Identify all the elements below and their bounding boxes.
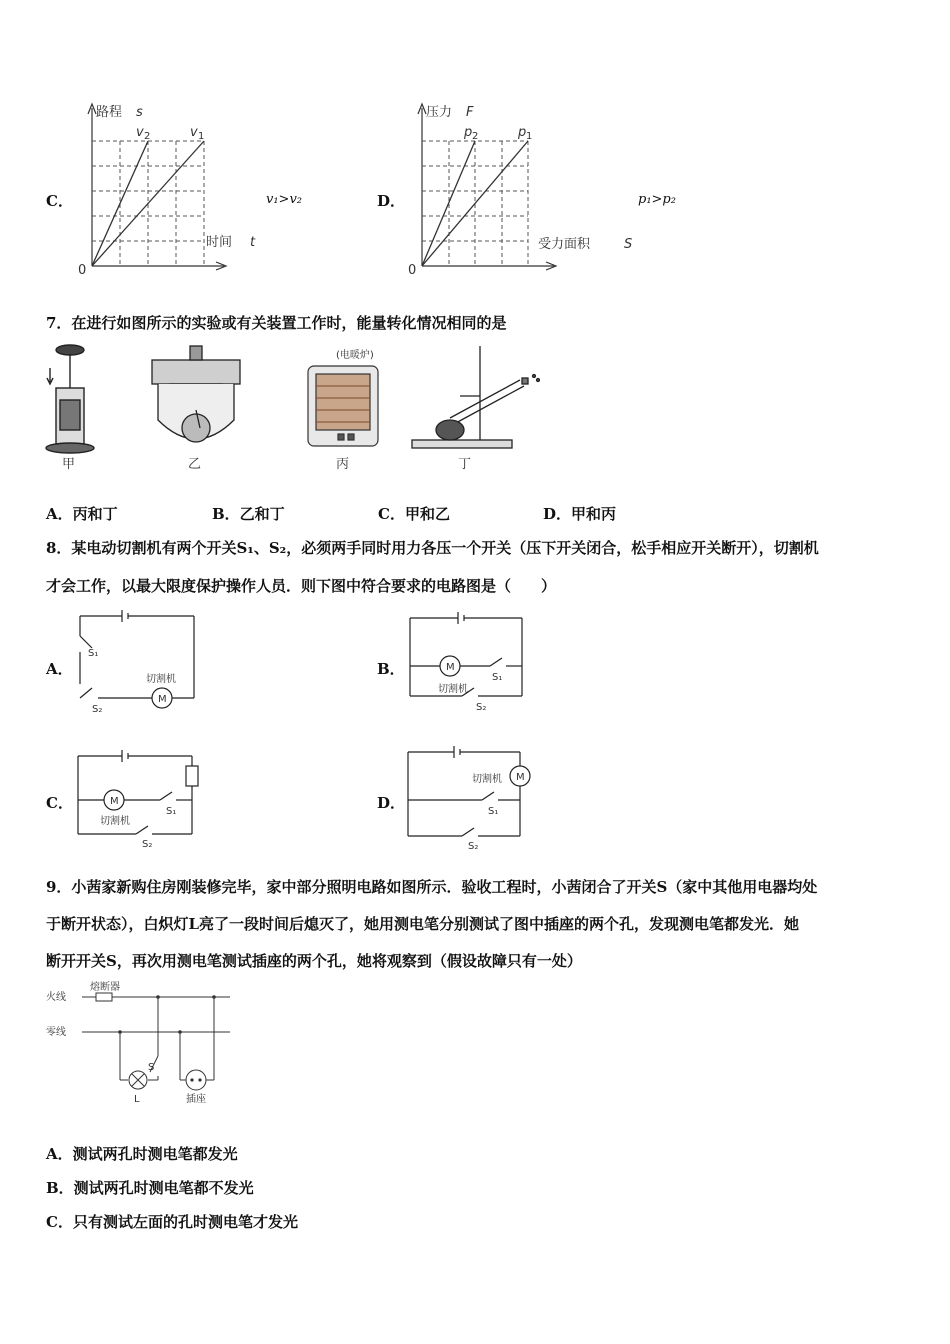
q7-option-d[interactable]: D．甲和丙 xyxy=(543,505,617,523)
switch-label-s2: S₂ xyxy=(92,704,103,715)
q8-option-a-letter: A． xyxy=(46,660,73,678)
fuse xyxy=(96,993,112,1001)
motor-symbol: M xyxy=(110,796,119,807)
figure-yi-engine xyxy=(152,346,240,442)
socket xyxy=(186,1070,206,1090)
switch-label-s2: S₂ xyxy=(468,841,479,852)
q8-option-d-letter: D． xyxy=(377,794,406,812)
q7-figures xyxy=(40,340,540,475)
q8-circuit-d xyxy=(402,740,542,852)
line-label-v2: v xyxy=(136,125,144,140)
lamp-label: L xyxy=(134,1094,140,1105)
motor-symbol: M xyxy=(446,662,455,673)
q8-circuit-a xyxy=(70,608,210,718)
q9-option-b[interactable]: B．测试两孔时测电笔都不发光 xyxy=(46,1179,254,1197)
machine-label: 切割机 xyxy=(472,774,502,785)
figure-bing-electric-heater xyxy=(308,366,378,446)
motor-symbol: M xyxy=(158,694,167,705)
y-axis-label: 压力 xyxy=(426,105,453,120)
q8-circuit-b xyxy=(402,606,542,716)
x-axis-symbol: t xyxy=(250,235,256,250)
q9-wiring-diagram xyxy=(44,980,244,1110)
q9-stem-line1: 9．小茜家新购住房刚装修完毕，家中部分照明电路如图所示．验收工程时，小茜闭合了开关S（家中其他用电器均处 xyxy=(46,878,818,896)
motor-symbol: M xyxy=(516,772,525,783)
q9-option-c[interactable]: C．只有测试左面的孔时测电笔才发光 xyxy=(46,1213,298,1231)
switch-label-s2: S₂ xyxy=(142,839,153,850)
q8-stem-line1: 8．某电动切割机有两个开关S₁、S₂，必须两手同时用力各压一个开关（压下开关闭合，松手相应开关断开），切割机 xyxy=(46,539,819,557)
q7-stem: 7．在进行如图所示的实验或有关装置工作时，能量转化情况相同的是 xyxy=(46,314,507,332)
socket-label: 插座 xyxy=(186,1094,206,1105)
switch-label: S xyxy=(148,1062,155,1073)
machine-label: 切割机 xyxy=(100,816,130,827)
line-label-p1-sub: 1 xyxy=(526,131,533,142)
q7-option-a[interactable]: A．丙和丁 xyxy=(46,505,118,523)
q6-option-c-letter: C． xyxy=(46,192,73,210)
q6-option-d-relation: p₁>p₂ xyxy=(638,192,676,207)
q7-option-b[interactable]: B．乙和丁 xyxy=(212,505,285,523)
line-label-p2-sub: 2 xyxy=(472,131,479,142)
switch-label-s1: S₁ xyxy=(166,806,177,817)
q6-option-d-graph xyxy=(404,96,644,276)
y-axis-symbol: F xyxy=(466,105,474,120)
q6-option-d-letter: D． xyxy=(377,192,406,210)
q9-stem-line3: 断开开关S，再次用测电笔测试插座的两个孔，她将观察到（假设故障只有一处） xyxy=(46,952,582,970)
q8-stem-line2: 才会工作，以最大限度保护操作人员．则下图中符合要求的电路图是（ ） xyxy=(46,577,557,595)
x-axis-label: 受力面积 xyxy=(538,237,591,252)
q8-circuit-c xyxy=(70,742,210,852)
line-label-v1-sub: 1 xyxy=(198,131,205,142)
x-axis-symbol: S xyxy=(624,237,633,252)
switch-label-s1: S₁ xyxy=(488,806,499,817)
figure-label-yi: 乙 xyxy=(188,457,202,472)
q9-stem-line2: 于断开状态），白炽灯L亮了一段时间后熄灭了，她用测电笔分别测试了图中插座的两个孔，发现测电笔都发光．她 xyxy=(46,915,800,933)
line-label-p2: p xyxy=(464,125,473,140)
origin-label: 0 xyxy=(408,263,417,276)
y-axis-symbol: s xyxy=(136,105,143,120)
figure-ding-test-tube-steam xyxy=(412,346,540,448)
switch-label-s2: S₂ xyxy=(476,702,487,713)
switch-label-s1: S₁ xyxy=(88,648,99,659)
q7-option-c[interactable]: C．甲和乙 xyxy=(378,505,450,523)
q9-option-a[interactable]: A．测试两孔时测电笔都发光 xyxy=(46,1145,238,1163)
heater-caption: (电暖炉) xyxy=(336,350,374,361)
figure-label-jia: 甲 xyxy=(62,457,76,472)
line-label-p1: p xyxy=(518,125,527,140)
y-axis-label: 路程 xyxy=(96,105,123,120)
q6-option-c-graph xyxy=(74,96,274,276)
q8-option-b-letter: B． xyxy=(377,660,405,678)
live-wire-label: 火线 xyxy=(46,992,66,1003)
q8-option-c-letter: C． xyxy=(46,794,73,812)
neutral-wire-label: 零线 xyxy=(46,1027,66,1038)
machine-label: 切割机 xyxy=(146,674,176,685)
line-label-v1: v xyxy=(190,125,198,140)
q6-option-c-relation: v₁>v₂ xyxy=(266,192,303,207)
x-axis-label: 时间 xyxy=(206,235,233,250)
figure-jia-compression-cylinder xyxy=(46,345,94,453)
line-label-v2-sub: 2 xyxy=(144,131,151,142)
figure-label-bing: 丙 xyxy=(336,457,350,472)
machine-label: 切割机 xyxy=(438,684,468,695)
switch-label-s1: S₁ xyxy=(492,672,503,683)
figure-label-ding: 丁 xyxy=(458,457,472,472)
origin-label: 0 xyxy=(78,263,87,276)
fuse-label: 熔断器 xyxy=(90,982,120,993)
